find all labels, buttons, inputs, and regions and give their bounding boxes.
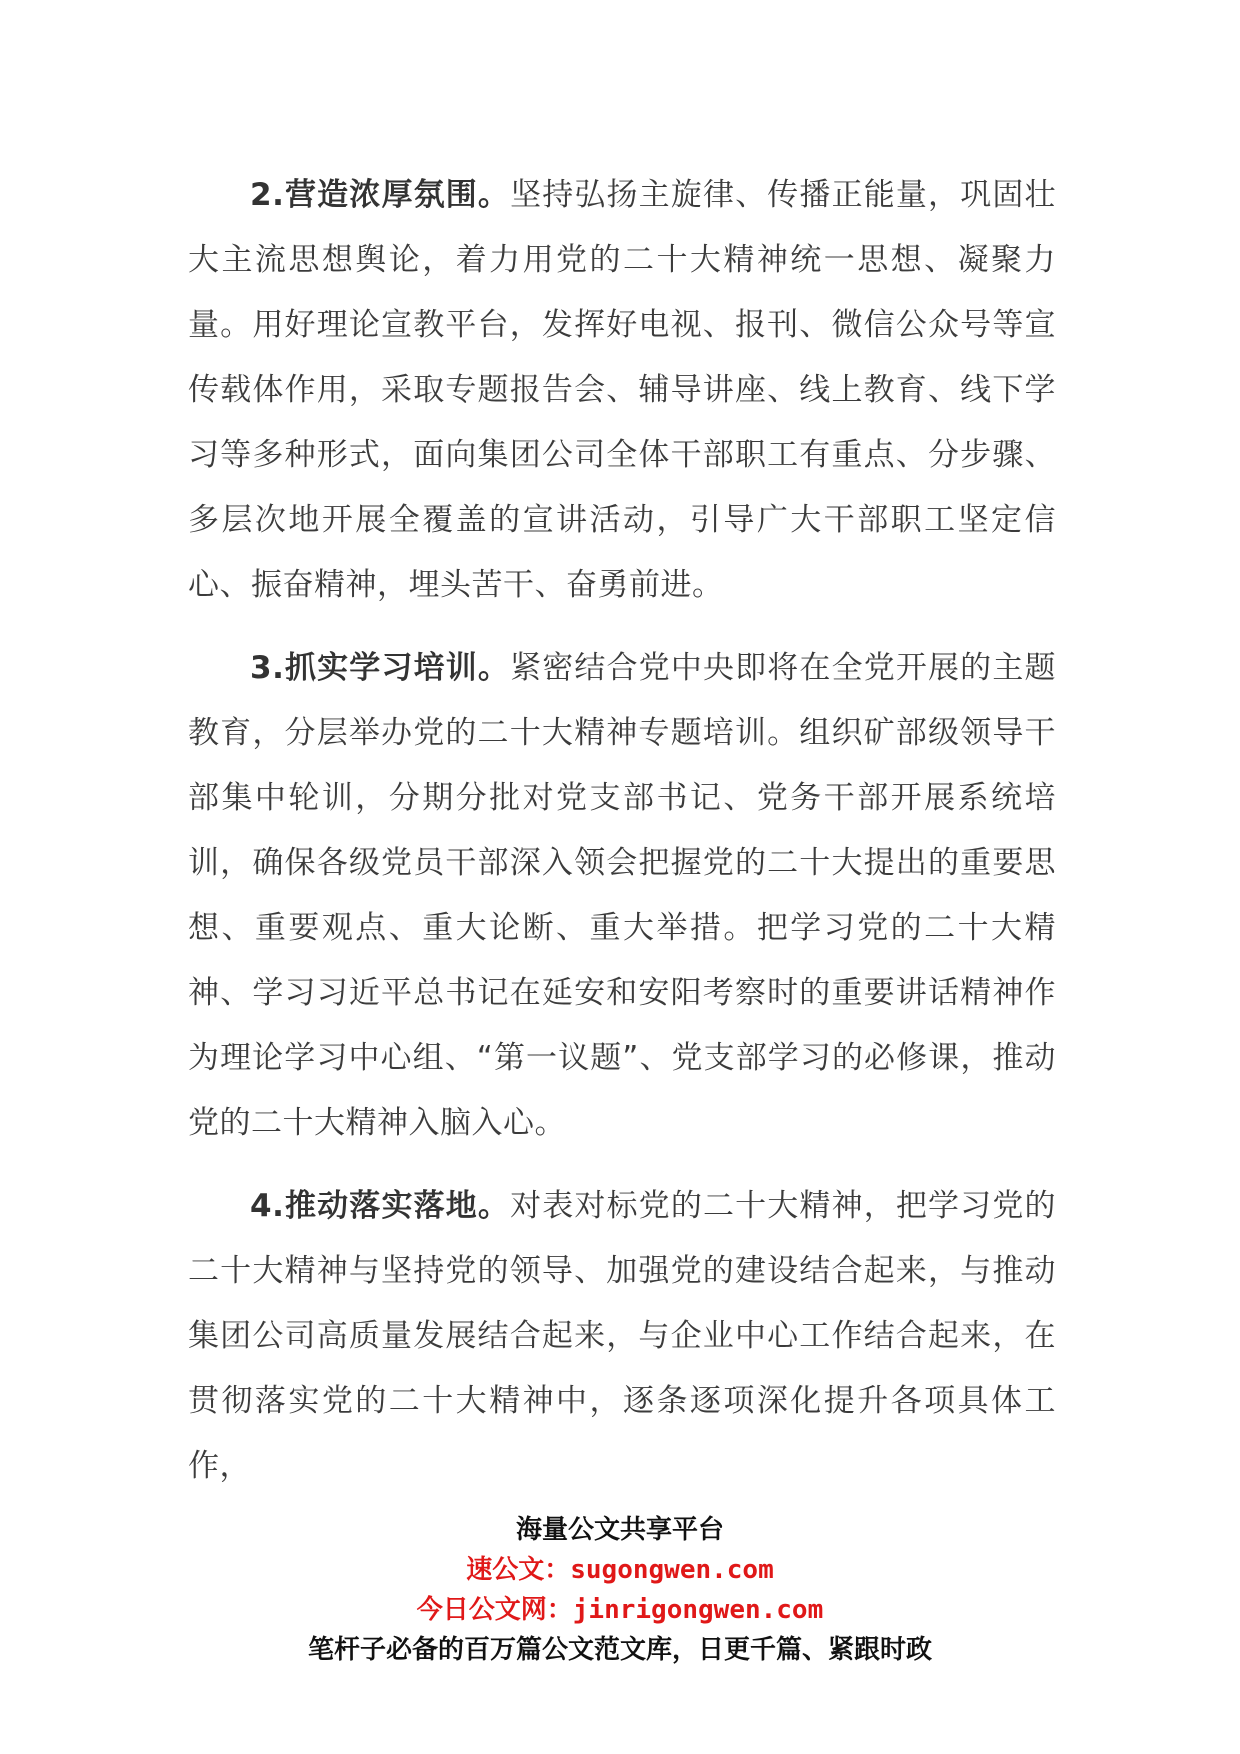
paragraph-text: 紧密结合党中央即将在全党开展的主题教育，分层举办党的二十大精神专题培训。组织矿部级领导干部集中轮训，分期分批对党支部书记、党务干部开展系统培训，确保各级党员干部深入领会把握党的二十大提出的重要思想、重要观点、重大论断、重大举措。把学习党的二十大精神、学习习近平总书记在延安和安阳考察时的重要讲话精神作为理论学习中心组、“第一议题”、党支部学习的必修课，推动党的二十大精神入脑入心。 xyxy=(188,650,1056,1141)
footer-platform: 海量公文共享平台 xyxy=(515,1515,724,1545)
footer-site-2 xyxy=(0,1590,1240,1630)
site-1-url[interactable]: sugongwen.com xyxy=(570,1555,774,1585)
footer-watermark xyxy=(0,1510,1240,1670)
paragraph-heading: 2.营造浓厚氛围。 xyxy=(250,177,511,213)
paragraph-heading: 3.抓实学习培训。 xyxy=(250,650,511,686)
site-2-url[interactable]: jinrigongwen.com xyxy=(572,1595,824,1625)
paragraph-4 xyxy=(188,1174,1056,1499)
paragraph-heading: 4.推动落实落地。 xyxy=(250,1188,511,1224)
paragraph-text: 对表对标党的二十大精神，把学习党的二十大精神与坚持党的领导、加强党的建设结合起来，与推动集团公司高质量发展结合起来，与企业中心工作结合起来，在贯彻落实党的二十大精神中，逐条逐项深化提升各项具体工作， xyxy=(188,1188,1056,1484)
paragraph-text: 坚持弘扬主旋律、传播正能量，巩固壮大主流思想舆论，着力用党的二十大精神统一思想、凝聚力量。用好理论宣教平台，发挥好电视、报刊、微信公众号等宣传载体作用，采取专题报告会、辅导讲座、线上教育、线下学习等多种形式，面向集团公司全体干部职工有重点、分步骤、多层次地开展全覆盖的宣讲活动，引导广大干部职工坚定信心、振奋精神，埋头苦干、奋勇前进。 xyxy=(188,177,1056,603)
footer-slogan: 笔杆子必备的百万篇公文范文库，日更千篇、紧跟时政 xyxy=(307,1635,932,1665)
paragraph-2 xyxy=(188,163,1056,618)
site-2-label: 今日公文网： xyxy=(416,1595,573,1625)
paragraph-3 xyxy=(188,636,1056,1156)
footer-site-1 xyxy=(0,1550,1240,1590)
site-1-label: 速公文： xyxy=(466,1555,571,1585)
document-body xyxy=(188,163,1056,1517)
